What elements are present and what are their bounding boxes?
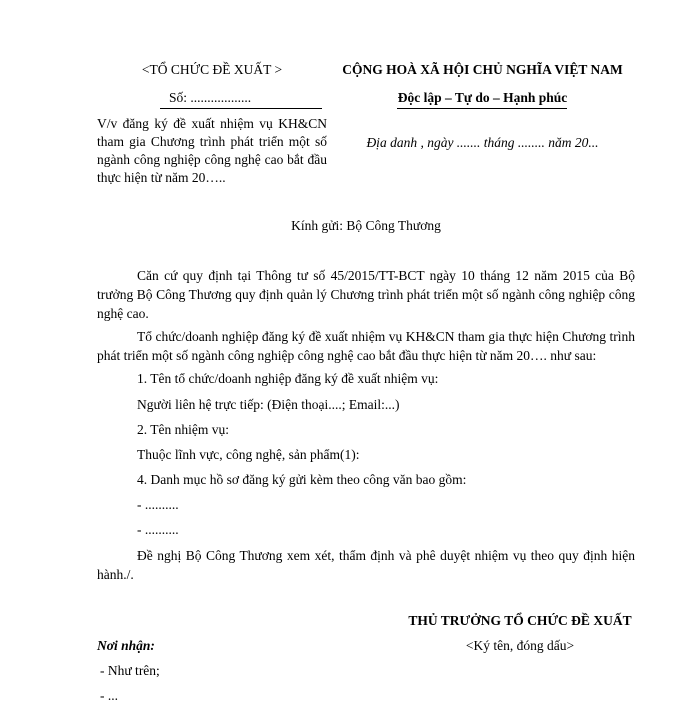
national-motto: Độc lập – Tự do – Hạnh phúc — [397, 90, 568, 105]
recipient-line: Kính gửi: Bộ Công Thương — [291, 218, 441, 233]
attachment-dash-2: - .......... — [137, 522, 179, 537]
country-name: CỘNG HOÀ XÃ HỘI CHỦ NGHĨA VIỆT NAM — [342, 62, 623, 77]
item-field: Thuộc lĩnh vực, công nghệ, sản phẩm(1): — [137, 447, 360, 462]
paragraph-registration: Tổ chức/doanh nghiệp đăng ký đề xuất nhiệm vụ KH&CN tham gia thực hiện Chương trình phát triển một số ngành công nghiệp công nghệ cao bắt đầu thực hiện từ năm 20…. như sau: — [97, 329, 635, 363]
item-attachments: 4. Danh mục hồ sơ đăng ký gửi kèm theo công văn bao gồm: — [137, 472, 467, 487]
document-number: Số: .................. — [169, 90, 252, 105]
attachment-dash-1: - .......... — [137, 497, 179, 512]
organization-name: <TỔ CHỨC ĐỀ XUẤT > — [141, 62, 283, 77]
item-organization-name: 1. Tên tổ chức/doanh nghiệp đăng ký đề xuất nhiệm vụ: — [137, 371, 439, 386]
item-contact: Người liên hệ trực tiếp: (Điện thoại....; Email:...) — [137, 397, 400, 412]
recipient-item-2: - ... — [100, 688, 118, 703]
document-subject: V/v đăng ký đề xuất nhiệm vụ KH&CN tham gia Chương trình phát triển một số ngành công nghiệp công nghệ cao bắt đầu thực hiện từ năm 20….. — [97, 116, 327, 185]
paragraph-legal-basis: Căn cứ quy định tại Thông tư số 45/2015/TT-BCT ngày 10 tháng 12 năm 2015 của Bộ trưởng Bộ Công Thương quy định quản lý Chương trình phát triển một số ngành công nghiệp công nghệ cao. — [97, 268, 635, 321]
paragraph-request: Đề nghị Bộ Công Thương xem xét, thẩm định và phê duyệt nhiệm vụ theo quy định hiện hành./. — [97, 548, 635, 582]
recipient-item-1: - Như trên; — [100, 663, 160, 678]
signer-note: <Ký tên, đóng dấu> — [465, 638, 575, 653]
signer-title: THỦ TRƯỞNG TỔ CHỨC ĐỀ XUẤT — [408, 613, 632, 628]
date-line: Địa danh , ngày ....... tháng ........ năm 20... — [366, 135, 599, 150]
header-left-divider — [160, 108, 322, 109]
header-right-divider — [397, 108, 567, 109]
item-task-name: 2. Tên nhiệm vụ: — [137, 422, 229, 437]
recipients-label: Nơi nhận: — [97, 638, 155, 653]
